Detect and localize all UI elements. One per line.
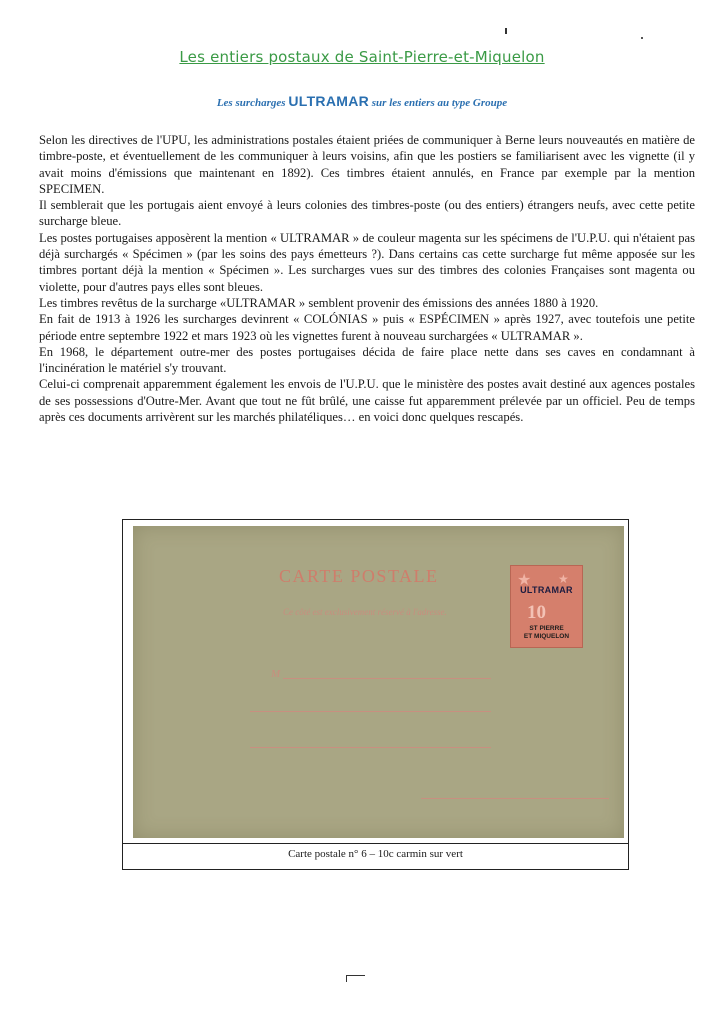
- address-line: [250, 747, 491, 748]
- star-icon: ★: [558, 572, 569, 586]
- stamp-overprint: ULTRAMAR: [520, 585, 573, 595]
- address-line: [250, 711, 491, 712]
- stamp-territory-line: ET MIQUELON: [523, 633, 570, 640]
- stamp-territory-line: ST PIERRE: [529, 625, 564, 632]
- address-line: [421, 798, 609, 799]
- scan-mark: [346, 975, 365, 982]
- card-note: Ce côté est exclusivement réservé à l'adresse.: [283, 607, 447, 617]
- postcard-image: [133, 526, 624, 838]
- paragraph: Selon les directives de l'UPU, les administrations postales étaient priées de communiquer à Berne leurs nouveautés en matière de timbre-poste, et éventuellement de les communiquer à leurs voisins, afin que les postiers se familiarisent avec les vignette (il y avait moins d'émissions que maintenant en 1892). Ces timbres étaient annulés, en France par exemple par la mention SPECIMEN.: [39, 133, 695, 196]
- subtitle-bold: ULTRAMAR: [288, 93, 370, 109]
- subtitle-pre: Les surcharges: [216, 97, 286, 109]
- paragraph: En fait de 1913 à 1926 les surcharges devinrent « COLÓNIAS » puis « ESPÉCIMEN » après 1927, avec toutefois une petite période entre septembre 1922 et mars 1923 où les vignettes furent à nouveau surchargées « ULTRAMAR ».: [39, 312, 695, 343]
- scan-speck: [641, 37, 643, 39]
- paragraph: Les timbres revêtus de la surcharge «ULTRAMAR » semblent provenir des émissions des années 1880 à 1920.: [39, 295, 599, 310]
- star-icon: ★: [517, 572, 532, 589]
- addressee-prefix: M: [271, 668, 281, 680]
- paragraph: Les postes portugaises apposèrent la mention « ULTRAMAR » de couleur magenta sur les spécimens de l'U.P.U. qui n'étaient pas déjà surchargés « Spécimen » (par les soins des pays émetteurs ?). Dans certains cas cette surcharge fut même apposée sur les timbres portant déjà la mention « Spécimen ». Les surcharges vues sur des timbres des colonies Françaises sont magenta ou violette, pour d'autres pays elles sont bleues.: [39, 230, 695, 294]
- imprinted-stamp: [510, 565, 583, 648]
- image-caption: Carte postale n° 6 – 10c carmin sur vert: [288, 848, 463, 860]
- stamp-territory: [511, 625, 582, 641]
- body-text: [39, 132, 695, 425]
- scan-speck: [505, 28, 507, 34]
- page-title: Les entiers postaux de Saint-Pierre-et-Miquelon: [179, 48, 545, 66]
- caption-divider: [123, 843, 628, 844]
- stamp-value: 10: [527, 602, 546, 623]
- paragraph: Il semblerait que les portugais aient envoyé à leurs colonies des timbres-poste (ou des entiers) étrangers neufs, avec cette petite surcharge bleue.: [39, 198, 695, 229]
- address-line: [283, 678, 491, 679]
- card-title: CARTE POSTALE: [279, 566, 439, 586]
- subtitle-post: sur les entiers au type Groupe: [371, 97, 508, 109]
- paragraph: Celui-ci comprenait apparemment également les envois de l'U.P.U. que le ministère des postes avait destiné aux agences postales de ses possessions d'Outre-Mer. Avant que tout ne fût brûlé, une caisse fut apparemment prélevée par un officiel. Peu de temps après ces documents arrivèrent sur les marchés philatéliques… en voici donc quelques rescapés.: [39, 377, 695, 425]
- paragraph: En 1968, le département outre-mer des postes portugaises décida de faire place nette dans ses caves en condamnant à l'incinération le matériel s'y trouvant.: [39, 344, 695, 376]
- page-subtitle: [0, 93, 724, 109]
